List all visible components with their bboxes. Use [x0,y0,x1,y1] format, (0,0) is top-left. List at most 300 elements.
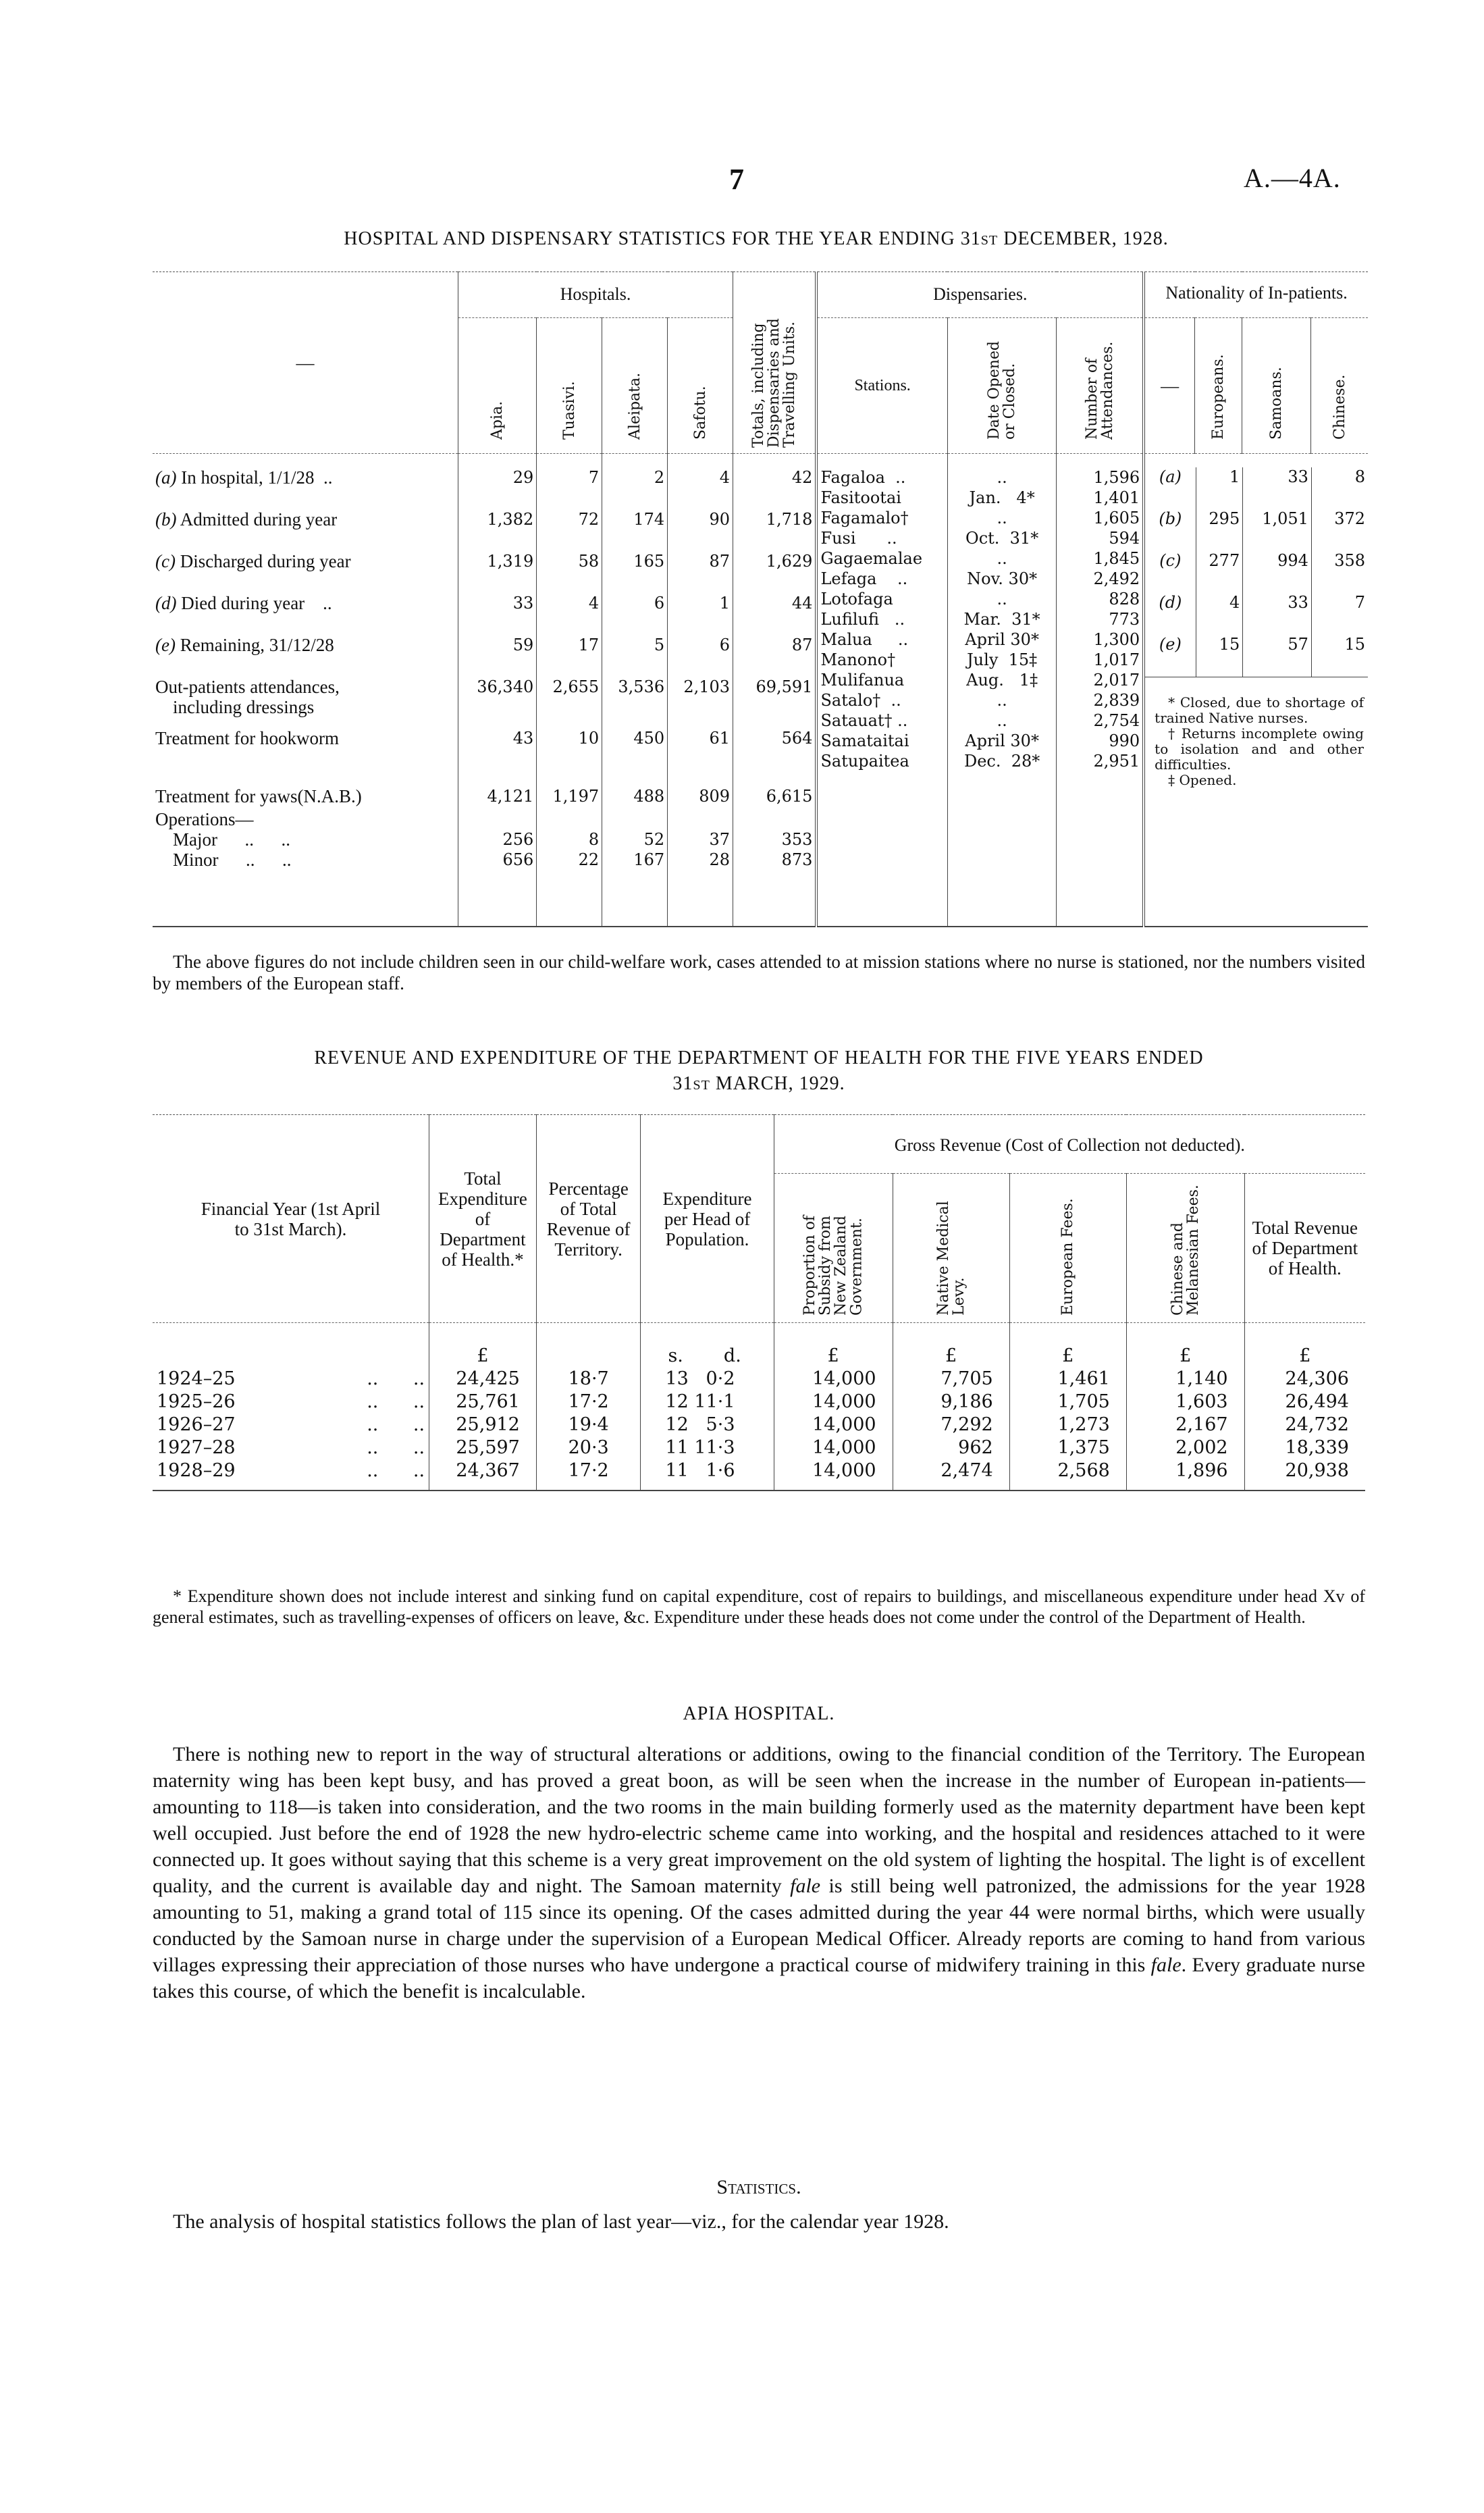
col-expenditure-per-head: Expenditure per Head of Population. [641,1115,774,1323]
europeans-count: 277 [1196,551,1243,593]
leader-dots: .. .. [367,1436,425,1458]
row-label-text: In hospital, 1/1/28 .. [176,467,333,488]
station-date: April 30* [965,630,1039,649]
year-label: 1924–25 [157,1368,236,1389]
row-labels-cell [153,454,458,927]
cell-value: 37 [709,830,731,849]
nationality-row [1145,467,1368,509]
col-financial-year: Financial Year (1st April to 31st March). [153,1115,429,1323]
samoans-count: 33 [1243,593,1312,635]
cell-value: 1 [719,594,731,613]
apia-hospital-paragraph [153,1741,1365,2004]
nationality-key-cell [1145,551,1196,593]
nationality-key-cell [1145,467,1196,509]
total-exp-value: 25,597 [429,1436,537,1459]
totals-header [733,272,817,454]
col-europeans [1195,318,1242,454]
station-name: Fasitootai [820,488,901,507]
nationality-key: (d) [1159,593,1182,612]
hospital-table-title [149,228,1364,250]
euro-fees-value: 2,568 [1009,1459,1126,1491]
cell-value: 3,536 [618,677,665,696]
cell-value: 6 [719,636,731,654]
per-head-value: 11 1·6 [641,1459,774,1491]
aleipata-values [602,454,668,927]
unit-per-head [641,1323,774,1368]
station-name: Mulifanua [820,671,905,690]
nationality-table [1145,467,1368,677]
station-name: Lotofaga [820,590,893,608]
col-apia-text: Apia. [489,401,506,440]
unit-levy: £ [893,1323,1009,1368]
cell-value: 165 [633,552,665,571]
stations-cell [816,454,947,927]
cell-value: 36,340 [477,677,534,696]
cell-value [670,809,730,829]
revenue-footnote [153,1586,1365,1628]
total-rev-value: 18,339 [1244,1436,1365,1459]
row-label-text: Out-patients attendances, [155,677,340,697]
chinese-fees-value: 1,603 [1126,1391,1244,1414]
chinese-count: 372 [1311,509,1368,551]
row-label-text: Operations— [155,809,254,829]
nationality-key: (b) [1159,509,1182,528]
col-total-revenue: Total Revenue of Department of Health. [1244,1174,1365,1323]
nationality-cell [1144,454,1368,927]
hospital-statistics-table [153,271,1368,927]
station-date: Jan. 4* [969,488,1035,507]
revenue-row [153,1436,1365,1459]
col-attendances-text: Number of Attendances. [1083,341,1116,440]
footnote-opened: ‡ Opened. [1168,771,1237,788]
row-label-text: Treatment for hookworm [155,728,339,748]
percentage-value: 18·7 [536,1368,641,1391]
col-tuasivi-text: Tuasivi. [560,381,578,440]
levy-value: 2,474 [893,1459,1009,1491]
euro-fees-value: 1,705 [1009,1391,1126,1414]
station-attendances: 2,492 [1093,569,1140,588]
title-superscript: ST [980,233,999,248]
station-date: .. [997,691,1007,710]
cell-value: 58 [578,552,600,571]
station-name: Fagaloa .. [820,468,906,487]
footnote-returns-incomplete: † Returns incomplete owing to isolation and and other difficulties. [1155,725,1364,773]
total-exp-value: 24,367 [429,1459,537,1491]
station-attendances: 1,845 [1093,549,1140,568]
financial-year [153,1391,429,1414]
station-name: Gagaemalae [820,549,923,568]
cell-value: 656 [502,850,534,869]
cell-value: 69,591 [756,677,813,696]
cell-value: 52 [643,830,665,849]
station-name: Malua .. [820,630,909,649]
unit-percentage [536,1323,641,1368]
cell-value: 2 [654,468,665,487]
financial-year [153,1414,429,1436]
col-date [947,318,1057,454]
nationality-row [1145,551,1368,593]
nationality-row [1145,593,1368,635]
chinese-count: 7 [1311,593,1368,635]
revenue-footnote-text: * Expenditure shown does not include interest and sinking fund on capital expenditure, cost of repairs to buildings, and miscellaneous expenditure under head Xv of general estimates, such as travelling-expenses of officers on leave, &c. Expenditure under these heads does not come under the control of the Department of Health. [153,1586,1365,1627]
station-date: Nov. 30* [967,569,1038,588]
europeans-count: 1 [1196,467,1243,509]
cell-value: 174 [633,510,665,529]
row-labels [155,467,455,870]
percentage-value: 20·3 [536,1436,641,1459]
cell-value: 6 [654,594,665,613]
cell-value: 4,121 [487,787,534,806]
col-stations: Stations. [816,318,947,454]
revenue-row [153,1368,1365,1391]
cell-value: 22 [578,850,600,869]
cell-value: 450 [633,729,665,748]
leader-dots: .. .. [367,1391,425,1412]
chinese-fees-value: 1,896 [1126,1459,1244,1491]
unit-total-exp: £ [429,1323,537,1368]
cell-value [461,809,533,829]
cell-value: 28 [709,850,731,869]
cell-value: 90 [709,510,731,529]
cell-value: 6,615 [766,787,813,806]
leader-dots: .. .. [367,1459,425,1481]
row-key: (b) [155,509,177,529]
revenue-row [153,1414,1365,1436]
station-attendances: 1,605 [1093,509,1140,527]
subsidy-value: 14,000 [774,1436,893,1459]
cell-value: 488 [633,787,665,806]
cell-value: 33 [512,594,534,613]
col-native-levy [893,1174,1009,1323]
col-percentage-revenue: Percentage of Total Revenue of Territory. [536,1115,641,1323]
col-chinese-fees-text: Chinese and Melanesian Fees. [1169,1185,1202,1316]
col-european-fees [1009,1174,1126,1323]
cell-value: 1,382 [487,510,534,529]
cell-value: 1,319 [487,552,534,571]
col-date-text: Date Opened or Closed. [986,341,1019,440]
row-label [155,635,455,677]
revenue-expenditure-table [153,1114,1365,1491]
total-rev-value: 20,938 [1244,1459,1365,1491]
unit-total-rev: £ [1244,1323,1365,1368]
nationality-row [1145,509,1368,551]
station-date: Mar. 31* [963,610,1040,629]
hospital-table-body [153,454,1368,927]
footnote-closed: * Closed, due to shortage of trained Native nurses. [1155,694,1364,726]
levy-value: 9,186 [893,1391,1009,1414]
nationality-key: (c) [1159,551,1182,570]
row-label [155,809,455,829]
subsidy-value: 14,000 [774,1368,893,1391]
total-exp-value: 25,912 [429,1414,537,1436]
euro-fees-value: 1,461 [1009,1368,1126,1391]
station-attendances: 2,951 [1093,752,1140,771]
station-name: Fusi .. [820,529,897,548]
cell-value: 2,103 [683,677,731,696]
safotu-values [668,454,733,927]
per-head-value: 11 11·3 [641,1436,774,1459]
units-row [153,1323,1365,1368]
col-samoans-text: Samoans. [1268,367,1286,440]
cell-value: 1,197 [552,787,600,806]
row-key: (d) [155,593,177,613]
apia-text-1: There is nothing new to report in the way of structural alterations or additions, owing to the financial condition of the Territory. The European maternity wing has been kept busy, and has proved a great boon, as will be seen when the increase in the number of European in-patients—amounting to 118—is taken into consideration, and the two rooms in the main building formerly used as the maternity department have been kept well occupied. Just before the end of 1928 the new hydro-electric scheme came into working, and the hospital and residences attached to it were connected up. It goes without saying that this scheme is a very great improvement on the old system of lighting the hospital. The light is of excellent quality, and the current is available day and night. The Samoan maternity [153,1743,1365,1897]
cell-value: 2,655 [552,677,600,696]
cell-value: 61 [709,729,731,748]
row-label [155,509,455,551]
year-label: 1927–28 [157,1436,236,1458]
apia-hospital-heading: APIA HOSPITAL. [683,1703,835,1724]
nationality-key: (e) [1159,635,1182,654]
per-head-value: 12 5·3 [641,1414,774,1436]
row-label-continuation: including dressings [173,697,315,717]
station-name: Lefaga .. [820,569,908,588]
col-european-fees-text: European Fees. [1059,1198,1077,1316]
station-date: .. [997,549,1007,568]
units-year-blank [153,1323,429,1368]
hospitals-group-header: Hospitals. [458,272,733,318]
col-chinese [1311,318,1368,454]
row-label-text: Died during year .. [176,593,332,613]
statistics-paragraph [153,2208,1365,2235]
station-attendances: 990 [1109,731,1140,750]
station-date: .. [997,711,1007,730]
nationality-key-cell [1145,635,1196,677]
chinese-fees-value: 2,002 [1126,1436,1244,1459]
levy-value: 962 [893,1436,1009,1459]
samoans-count: 57 [1243,635,1312,677]
row-label-text: Admitted during year [176,509,338,529]
nationality-key-cell [1145,593,1196,635]
station-date: Oct. 31* [965,529,1039,548]
station-date: .. [997,468,1007,487]
leader-dots: .. .. [367,1368,425,1389]
col-samoans [1242,318,1311,454]
apia-text-2: is still being well patronized, the admissions for the year 1928 amounting to 51, making a grand total of 115 since its opening. Of the cases admitted during the year 44 were normal births, which were usually conducted by the Samoan nurse in charge under the supervision of a European Medical Officer. Already reports are coming to hand from various villages expressing their appreciation of those nurses who have undergone a practical course of midwifery training in this [153,1875,1365,1976]
col-total-expenditure: Total Expenditure of Department of Health.* [429,1115,537,1323]
total-exp-value: 25,761 [429,1391,537,1414]
statistics-heading: Statistics. [716,2176,801,2198]
cell-value: 167 [633,850,665,869]
europeans-count: 15 [1196,635,1243,677]
chinese-count: 8 [1311,467,1368,509]
cell-value: 873 [781,850,813,869]
cell-value: 87 [791,636,813,654]
cell-value: 29 [512,468,534,487]
row-label-text: Remaining, 31/12/28 [175,635,334,655]
unit-shillings: s. [668,1345,683,1366]
cell-value: 809 [699,787,731,806]
col-chinese-fees [1126,1174,1244,1323]
totals-values [733,454,817,927]
row-key: (a) [155,467,177,488]
per-head-value: 12 11·1 [641,1391,774,1414]
cell-value: 59 [512,636,534,654]
dispensary-footnotes [1145,677,1368,788]
total-exp-value: 24,425 [429,1368,537,1391]
station-date: Aug. 1‡ [966,671,1038,690]
col-apia [458,318,536,454]
col-native-levy-text: Native Medical Levy. [934,1201,968,1316]
col-nationality-key: — [1144,318,1194,454]
revenue-table-title [153,1045,1365,1098]
cell-value [539,809,599,829]
cell-value [605,809,664,829]
percentage-value: 19·4 [536,1414,641,1436]
cell-value [736,809,812,829]
station-name: Satalo† .. [820,691,901,710]
row-key: (c) [155,551,176,571]
total-rev-value: 24,732 [1244,1414,1365,1436]
corner-header [153,272,458,454]
row-label [155,728,455,786]
apia-italic-fale-2: fale [1150,1954,1182,1976]
cell-value: 256 [502,830,534,849]
cell-value: 17 [578,636,600,654]
percentage-value: 17·2 [536,1459,641,1491]
financial-year [153,1459,429,1491]
europeans-count: 295 [1196,509,1243,551]
euro-fees-value: 1,375 [1009,1436,1126,1459]
station-name: Satauat† .. [820,711,908,730]
cell-value: 1,629 [766,552,813,571]
cell-value: 1,718 [766,510,813,529]
nationality-key: (a) [1159,467,1182,486]
row-label-text: Major .. .. [173,829,290,850]
subsidy-value: 14,000 [774,1391,893,1414]
totals-header-text: Totals, including Dispensaries and Travelling Units. [750,318,799,448]
chinese-fees-value: 2,167 [1126,1414,1244,1436]
col-tuasivi [537,318,602,454]
row-label [155,551,455,593]
levy-value: 7,292 [893,1414,1009,1436]
cell-value: 87 [709,552,731,571]
station-attendances: 2,754 [1093,711,1140,730]
document-code: A.—4A. [1244,163,1341,193]
dates-cell [947,454,1057,927]
cell-value: 4 [719,468,731,487]
cell-value: 43 [512,729,534,748]
station-attendances: 828 [1109,590,1140,608]
europeans-count: 4 [1196,593,1243,635]
cell-value: 72 [578,510,600,529]
statistics-text: The analysis of hospital statistics follows the plan of last year—viz., for the calendar year 1928. [173,2210,949,2233]
cell-value: 4 [588,594,600,613]
year-label: 1925–26 [157,1391,236,1412]
station-attendances: 594 [1109,529,1140,548]
apia-italic-fale-1: fale [790,1875,821,1897]
hospital-statistics-table-wrapper [153,271,1368,927]
row-label [155,677,455,728]
table1-note [153,951,1365,994]
percentage-value: 17·2 [536,1391,641,1414]
station-attendances: 1,401 [1093,488,1140,507]
station-name: Fagamalo† [820,509,909,527]
unit-euro-fees: £ [1009,1323,1126,1368]
station-attendances: 1,300 [1093,630,1140,649]
chinese-count: 15 [1311,635,1368,677]
dispensaries-group-header: Dispensaries. [816,272,1144,318]
apia-text-3: . Every graduate nurse takes this course, of which the benefit is incalculable. [153,1954,1365,2002]
gross-revenue-group: Gross Revenue (Cost of Collection not deducted). [774,1115,1365,1174]
total-rev-value: 26,494 [1244,1391,1365,1414]
corner-dash: — [296,352,315,373]
year-label: 1926–27 [157,1414,236,1435]
attendances-cell [1057,454,1144,927]
per-head-value: 13 0·2 [641,1368,774,1391]
row-label [155,829,455,850]
station-attendances: 773 [1109,610,1140,629]
col-aleipata [602,318,668,454]
tuasivi-values [537,454,602,927]
samoans-count: 994 [1243,551,1312,593]
apia-values [458,454,536,927]
row-key: (e) [155,635,176,655]
title-line2-pre: 31 [672,1073,693,1094]
table1-note-text: The above figures do not include children seen in our child-welfare work, cases attended to at mission stations where no nurse is stationed, nor the numbers visited by members of the European staff. [153,952,1365,993]
revenue-table-wrapper [153,1114,1365,1491]
title-text: HOSPITAL AND DISPENSARY STATISTICS FOR THE YEAR ENDING 31 [344,228,981,249]
samoans-count: 1,051 [1243,509,1312,551]
nationality-row [1145,635,1368,677]
financial-year [153,1436,429,1459]
samoans-count: 33 [1243,467,1312,509]
station-date: Dec. 28* [963,752,1040,771]
cell-value: 10 [578,729,600,748]
subsidy-value: 14,000 [774,1459,893,1491]
revenue-table-body [153,1323,1365,1491]
station-name: Samataitai [820,731,909,750]
subsidy-value: 14,000 [774,1414,893,1436]
levy-value: 7,705 [893,1368,1009,1391]
apia-hospital-text [153,1741,1365,2004]
row-label-text: Discharged during year [175,551,351,571]
row-label [155,467,455,509]
cell-value: 44 [791,594,813,613]
station-attendances: 2,839 [1093,691,1140,710]
station-name: Manono† [820,650,896,669]
chinese-count: 358 [1311,551,1368,593]
col-europeans-text: Europeans. [1210,354,1227,440]
revenue-row [153,1391,1365,1414]
cell-value: 353 [781,830,813,849]
total-rev-value: 24,306 [1244,1368,1365,1391]
revenue-row [153,1459,1365,1491]
col-subsidy [774,1174,893,1323]
station-name: Lufilufi .. [820,610,905,629]
unit-subsidy: £ [774,1323,893,1368]
title-line2-sup: ST [693,1078,710,1093]
euro-fees-value: 1,273 [1009,1414,1126,1436]
page-number: 7 [729,163,744,196]
col-attendances [1057,318,1144,454]
station-date: .. [997,590,1007,608]
row-label [155,593,455,635]
leader-dots: .. .. [367,1414,425,1435]
unit-chinese-fees: £ [1126,1323,1244,1368]
col-subsidy-text: Proportion of Subsidy from New Zealand Government. [801,1215,866,1316]
row-label-text: Treatment for yaws(N.A.B.) [155,786,362,806]
cell-value: 8 [588,830,600,849]
col-chinese-text: Chinese. [1331,374,1348,440]
financial-year [153,1368,429,1391]
revenue-title-line2 [153,1071,1365,1098]
station-name: Satupaitea [820,752,909,771]
col-aleipata-text: Aleipata. [626,373,643,440]
nationality-group-header: Nationality of In-patients. [1144,272,1368,318]
unit-pence: d. [723,1345,741,1366]
col-safotu [668,318,733,454]
